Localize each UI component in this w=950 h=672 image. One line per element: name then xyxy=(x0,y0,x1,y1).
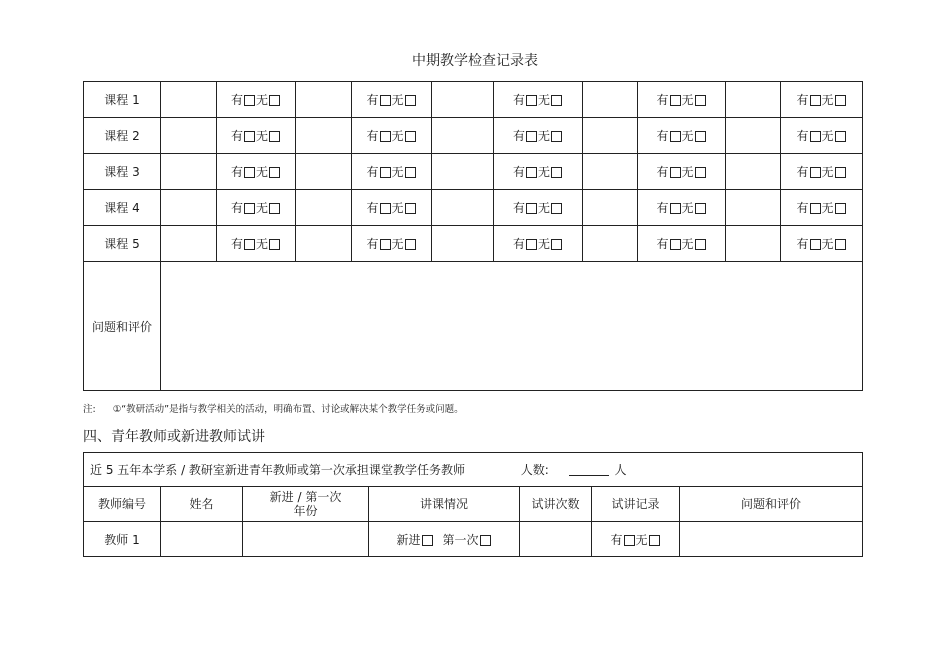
evaluation-label: 问题和评价 xyxy=(84,262,161,391)
blank-cell[interactable] xyxy=(583,190,638,226)
blank-cell[interactable] xyxy=(161,190,217,226)
year-cell[interactable] xyxy=(243,522,369,557)
blank-cell[interactable] xyxy=(161,118,217,154)
no-label: 无 xyxy=(391,93,404,107)
yes-label: 有 xyxy=(796,129,809,143)
yes-label: 有 xyxy=(656,93,669,107)
no-label: 无 xyxy=(681,93,694,107)
yes-checkbox[interactable] xyxy=(380,203,391,214)
page-title: 中期教学检查记录表 xyxy=(412,53,538,69)
blank-cell[interactable] xyxy=(583,82,638,118)
yes-checkbox[interactable] xyxy=(670,167,681,178)
table-row xyxy=(84,522,863,557)
blank-cell[interactable] xyxy=(432,118,494,154)
yes-no-cell xyxy=(494,154,583,190)
no-checkbox[interactable] xyxy=(551,203,562,214)
blank-cell[interactable] xyxy=(161,82,217,118)
no-label: 无 xyxy=(821,93,834,107)
blank-cell[interactable] xyxy=(432,190,494,226)
yes-checkbox[interactable] xyxy=(526,131,537,142)
yes-label: 有 xyxy=(366,201,379,215)
blank-cell[interactable] xyxy=(583,154,638,190)
no-checkbox[interactable] xyxy=(835,167,846,178)
yes-label: 有 xyxy=(656,201,669,215)
yes-no-cell xyxy=(638,190,726,226)
no-checkbox[interactable] xyxy=(551,167,562,178)
yes-checkbox[interactable] xyxy=(244,167,255,178)
yes-no-cell xyxy=(217,154,296,190)
mid-term-check-table xyxy=(83,81,863,391)
yes-label: 有 xyxy=(512,237,525,251)
yes-no-cell xyxy=(781,190,863,226)
yes-no-cell xyxy=(494,190,583,226)
blank-cell[interactable] xyxy=(726,82,781,118)
blank-cell[interactable] xyxy=(726,154,781,190)
no-label: 无 xyxy=(391,129,404,143)
yes-checkbox[interactable] xyxy=(526,239,537,250)
yes-checkbox[interactable] xyxy=(244,203,255,214)
yes-label: 有 xyxy=(230,93,243,107)
yes-no-cell xyxy=(638,226,726,262)
footnote xyxy=(83,401,464,415)
footnote-text: ①“教研活动”是指与教学相关的活动，明确布置、讨论或解决某个教学任务或问题。 xyxy=(112,404,464,415)
yes-checkbox[interactable] xyxy=(380,131,391,142)
no-label: 无 xyxy=(256,201,269,215)
yes-no-cell xyxy=(352,118,432,154)
no-label: 无 xyxy=(538,129,551,143)
no-label: 无 xyxy=(821,165,834,179)
evaluation-cell[interactable] xyxy=(680,522,863,557)
no-label: 无 xyxy=(821,201,834,215)
yes-no-cell xyxy=(217,82,296,118)
blank-cell[interactable] xyxy=(296,118,352,154)
yes-no-cell xyxy=(781,154,863,190)
blank-cell[interactable] xyxy=(432,82,494,118)
yes-no-cell xyxy=(352,154,432,190)
count-label: 人数: xyxy=(520,463,549,477)
yes-checkbox[interactable] xyxy=(380,167,391,178)
trial-record-cell xyxy=(592,522,680,557)
course-label: 课程 5 xyxy=(84,226,161,262)
yes-label: 有 xyxy=(230,165,243,179)
no-label: 无 xyxy=(821,237,834,251)
no-checkbox[interactable] xyxy=(551,239,562,250)
no-checkbox[interactable] xyxy=(835,203,846,214)
yes-checkbox[interactable] xyxy=(670,239,681,250)
yes-no-cell xyxy=(217,226,296,262)
no-label: 无 xyxy=(256,129,269,143)
yes-checkbox[interactable] xyxy=(810,203,821,214)
no-checkbox[interactable] xyxy=(269,167,280,178)
no-checkbox[interactable] xyxy=(551,131,562,142)
yes-label: 有 xyxy=(512,201,525,215)
lecture-status-cell xyxy=(369,522,520,557)
yes-label: 有 xyxy=(230,201,243,215)
no-checkbox[interactable] xyxy=(269,239,280,250)
yes-label: 有 xyxy=(656,165,669,179)
no-checkbox[interactable] xyxy=(835,95,846,106)
yes-no-cell xyxy=(352,226,432,262)
no-label: 无 xyxy=(635,532,648,547)
no-checkbox[interactable] xyxy=(695,239,706,250)
yes-checkbox[interactable] xyxy=(380,95,391,106)
header-text: 近 5 五年本学系 / 教研室新进青年教师或第一次承担课堂教学任务教师 xyxy=(90,463,465,477)
yes-label: 有 xyxy=(366,129,379,143)
yes-checkbox[interactable] xyxy=(244,95,255,106)
yes-no-cell xyxy=(494,82,583,118)
yes-label: 有 xyxy=(796,165,809,179)
no-checkbox[interactable] xyxy=(269,131,280,142)
no-checkbox[interactable] xyxy=(405,203,416,214)
name-cell[interactable] xyxy=(161,522,243,557)
yes-no-cell xyxy=(217,118,296,154)
yes-no-cell xyxy=(638,82,726,118)
blank-cell[interactable] xyxy=(296,154,352,190)
no-checkbox[interactable] xyxy=(695,167,706,178)
section-heading: 四、青年教师或新进教师试讲 xyxy=(83,429,265,445)
yes-no-cell xyxy=(638,154,726,190)
column-header: 试讲记录 xyxy=(592,487,680,522)
yes-label: 有 xyxy=(230,237,243,251)
no-label: 无 xyxy=(256,93,269,107)
yes-checkbox[interactable] xyxy=(244,239,255,250)
no-label: 无 xyxy=(391,201,404,215)
table-row xyxy=(84,154,863,190)
yes-label: 有 xyxy=(796,93,809,107)
no-checkbox[interactable] xyxy=(695,203,706,214)
yes-checkbox[interactable] xyxy=(624,535,635,546)
count-input[interactable] xyxy=(569,463,609,476)
yes-label: 有 xyxy=(512,129,525,143)
blank-cell[interactable] xyxy=(296,190,352,226)
yes-label: 有 xyxy=(512,93,525,107)
no-label: 无 xyxy=(681,165,694,179)
blank-cell[interactable] xyxy=(432,226,494,262)
blank-cell[interactable] xyxy=(583,226,638,262)
no-checkbox[interactable] xyxy=(405,95,416,106)
column-header: 新进 / 第一次 年份 xyxy=(243,487,369,522)
no-label: 无 xyxy=(538,201,551,215)
no-checkbox[interactable] xyxy=(835,131,846,142)
table-row xyxy=(84,82,863,118)
yes-checkbox[interactable] xyxy=(670,203,681,214)
column-header: 教师编号 xyxy=(84,487,161,522)
evaluation-row xyxy=(84,262,863,391)
blank-cell[interactable] xyxy=(432,154,494,190)
no-checkbox[interactable] xyxy=(695,131,706,142)
yes-checkbox[interactable] xyxy=(526,95,537,106)
no-checkbox[interactable] xyxy=(649,535,660,546)
yes-no-cell xyxy=(352,82,432,118)
yes-checkbox[interactable] xyxy=(244,131,255,142)
blank-cell[interactable] xyxy=(583,118,638,154)
course-label: 课程 4 xyxy=(84,190,161,226)
no-label: 无 xyxy=(391,237,404,251)
yes-label: 有 xyxy=(796,237,809,251)
no-checkbox[interactable] xyxy=(405,167,416,178)
yes-no-cell xyxy=(781,226,863,262)
yes-label: 有 xyxy=(656,237,669,251)
yes-label: 有 xyxy=(610,532,623,547)
no-label: 无 xyxy=(391,165,404,179)
column-header: 讲课情况 xyxy=(369,487,520,522)
no-checkbox[interactable] xyxy=(405,131,416,142)
table-row xyxy=(84,118,863,154)
blank-cell[interactable] xyxy=(726,190,781,226)
table-row xyxy=(84,190,863,226)
yes-no-cell xyxy=(352,190,432,226)
yes-no-cell xyxy=(494,118,583,154)
evaluation-field[interactable] xyxy=(161,262,863,391)
yes-checkbox[interactable] xyxy=(810,239,821,250)
yes-no-cell xyxy=(781,118,863,154)
column-header: 试讲次数 xyxy=(520,487,592,522)
no-label: 无 xyxy=(681,201,694,215)
no-label: 无 xyxy=(538,237,551,251)
yes-label: 有 xyxy=(656,129,669,143)
yes-checkbox[interactable] xyxy=(526,167,537,178)
no-label: 无 xyxy=(538,165,551,179)
blank-cell[interactable] xyxy=(161,154,217,190)
yes-checkbox[interactable] xyxy=(810,95,821,106)
yes-label: 有 xyxy=(796,201,809,215)
no-label: 无 xyxy=(256,165,269,179)
course-label: 课程 1 xyxy=(84,82,161,118)
yes-label: 有 xyxy=(366,237,379,251)
yes-checkbox[interactable] xyxy=(380,239,391,250)
yes-no-cell xyxy=(781,82,863,118)
footnote-label: 注: xyxy=(83,404,96,415)
yes-no-cell xyxy=(494,226,583,262)
blank-cell[interactable] xyxy=(296,226,352,262)
yes-no-cell xyxy=(638,118,726,154)
table-header-cell xyxy=(84,453,863,487)
yes-checkbox[interactable] xyxy=(810,131,821,142)
no-checkbox[interactable] xyxy=(551,95,562,106)
column-header: 姓名 xyxy=(161,487,243,522)
yes-checkbox[interactable] xyxy=(810,167,821,178)
blank-cell[interactable] xyxy=(726,118,781,154)
trial-count-cell[interactable] xyxy=(520,522,592,557)
yes-checkbox[interactable] xyxy=(670,95,681,106)
no-label: 无 xyxy=(681,129,694,143)
course-label: 课程 2 xyxy=(84,118,161,154)
trial-lecture-table xyxy=(83,452,863,557)
course-label: 课程 3 xyxy=(84,154,161,190)
count-unit: 人 xyxy=(614,463,627,477)
no-label: 无 xyxy=(256,237,269,251)
yes-label: 有 xyxy=(230,129,243,143)
yes-label: 有 xyxy=(366,165,379,179)
no-checkbox[interactable] xyxy=(835,239,846,250)
column-header: 问题和评价 xyxy=(680,487,863,522)
blank-cell[interactable] xyxy=(296,82,352,118)
no-checkbox[interactable] xyxy=(695,95,706,106)
yes-no-cell xyxy=(217,190,296,226)
new-label: 新进 xyxy=(396,532,421,547)
no-label: 无 xyxy=(538,93,551,107)
no-checkbox[interactable] xyxy=(269,95,280,106)
blank-cell[interactable] xyxy=(161,226,217,262)
first-time-label: 第一次 xyxy=(442,532,479,547)
no-label: 无 xyxy=(821,129,834,143)
teacher-id: 教师 1 xyxy=(84,522,161,557)
yes-checkbox[interactable] xyxy=(526,203,537,214)
yes-label: 有 xyxy=(512,165,525,179)
no-checkbox[interactable] xyxy=(405,239,416,250)
yes-checkbox[interactable] xyxy=(670,131,681,142)
no-checkbox[interactable] xyxy=(269,203,280,214)
no-label: 无 xyxy=(681,237,694,251)
table-row xyxy=(84,226,863,262)
yes-label: 有 xyxy=(366,93,379,107)
blank-cell[interactable] xyxy=(726,226,781,262)
first-time-checkbox[interactable] xyxy=(480,535,491,546)
new-checkbox[interactable] xyxy=(422,535,433,546)
